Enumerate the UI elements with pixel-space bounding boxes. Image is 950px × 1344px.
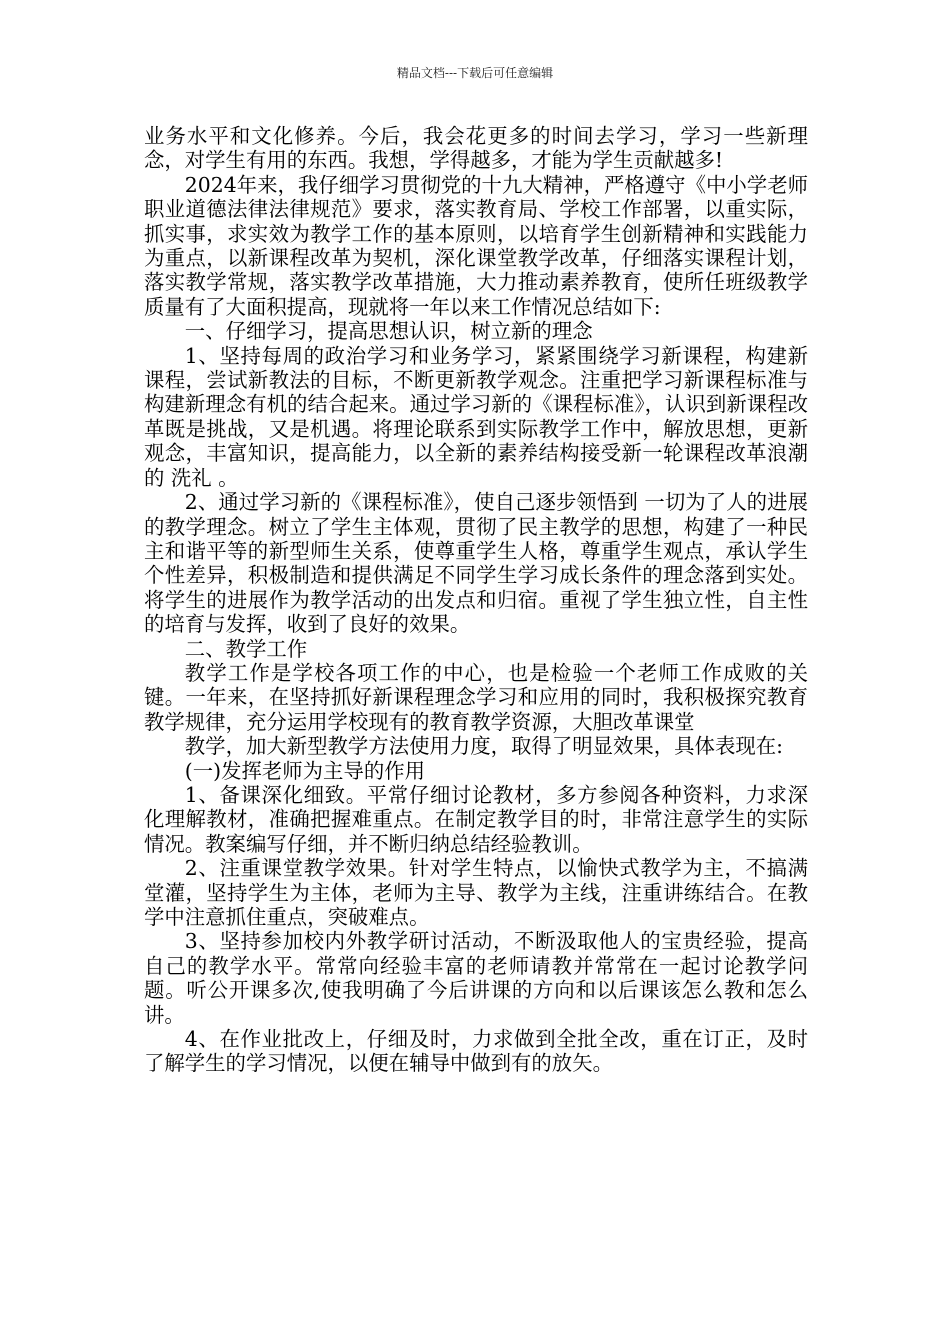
section-heading: 二、教学工作: [184, 636, 308, 661]
paragraph: 2024年来，我仔细学习贯彻党的十九大精神，严格遵守《中小学老师职业道德法律法律规范》要求，落实教育局、学校工作部署，以重实际，抓实事，求实效为教学工作的基本原则，以培育学生创新精神和实践能力为重点，以新课程改革为契机，深化课堂教学改革，仔细落实课程计划，落实教学常规，落实教学改革措施，大力推动素养教育，使所任班级教学质量有了大面积提高，现就将一年以来工作情况总结如下:: [144, 172, 808, 319]
paragraph: 教学，加大新型教学方法使用力度，取得了明显效果，具体表现在:: [184, 734, 783, 759]
paragraph: 1、备课深化细致。平常仔细讨论教材，多方参阅各种资料，力求深化理解教材，准确把握难重点。在制定教学目的时，非常注意学生的实际情况。教案编写仔细，并不断归纳总结经验教训。: [144, 782, 808, 856]
paragraph: 3、坚持参加校内外教学研讨活动，不断汲取他人的宝贵经验，提高自己的教学水平。常常向经验丰富的老师请教并常常在一起讨论教学问题。听公开课多次,使我明确了今后讲课的方向和以后课该怎么教和怎么讲。: [144, 929, 808, 1027]
paragraph: 2、注重课堂教学效果。针对学生特点，以愉快式教学为主，不搞满堂灌，坚持学生为主体，老师为主导、教学为主线，注重讲练结合。在教学中注意抓住重点，突破难点。: [144, 856, 808, 929]
paragraph: 1、坚持每周的政治学习和业务学习，紧紧围绕学习新课程，构建新课程，尝试新教法的目标，不断更新教学观念。注重把学习新课程标准与构建新理念有机的结合起来。通过学习新的《课程标准》，认识到新课程改革既是挑战，又是机遇。将理论联系到实际教学工作中，解放思想，更新观念，丰富知识，提高能力，以全新的素养结构接受新一轮课程改革浪潮的 洗礼 。: [144, 343, 808, 490]
page-header: 精品文档---下载后可任意编辑: [396, 66, 554, 80]
paragraph: 2、通过学习新的《课程标准》，使自己逐步领悟到 一切为了人的进展 的教学理念。树立了学生主体观，贯彻了民主教学的思想，构建了一种民主和谐平等的新型师生关系，使尊重学生人格，尊重学生观点，承认学生个性差异，积极制造和提供满足不同学生学习成长条件的理念落到实处。将学生的进展作为教学活动的出发点和归宿。重视了学生独立性，自主性的培育与发挥，收到了良好的效果。: [144, 490, 808, 637]
paragraph: 业务水平和文化修养。今后，我会花更多的时间去学习，学习一些新理念，对学生有用的东西。我想，学得越多，才能为学生贡献越多!: [144, 124, 808, 173]
document-body: [144, 124, 808, 1076]
section-heading: 一、仔细学习，提高思想认识，树立新的理念: [184, 319, 593, 344]
paragraph: 教学工作是学校各项工作的中心，也是检验一个老师工作成败的关键。一年来，在坚持抓好新课程理念学习和应用的同时，我积极探究教育教学规律，充分运用学校现有的教育教学资源，大胆改革课堂: [144, 660, 808, 734]
paragraph: 4、在作业批改上，仔细及时，力求做到全批全改，重在订正，及时了解学生的学习情况，以便在辅导中做到有的放矢。: [144, 1027, 808, 1076]
subsection-heading: (一)发挥老师为主导的作用: [184, 758, 426, 783]
